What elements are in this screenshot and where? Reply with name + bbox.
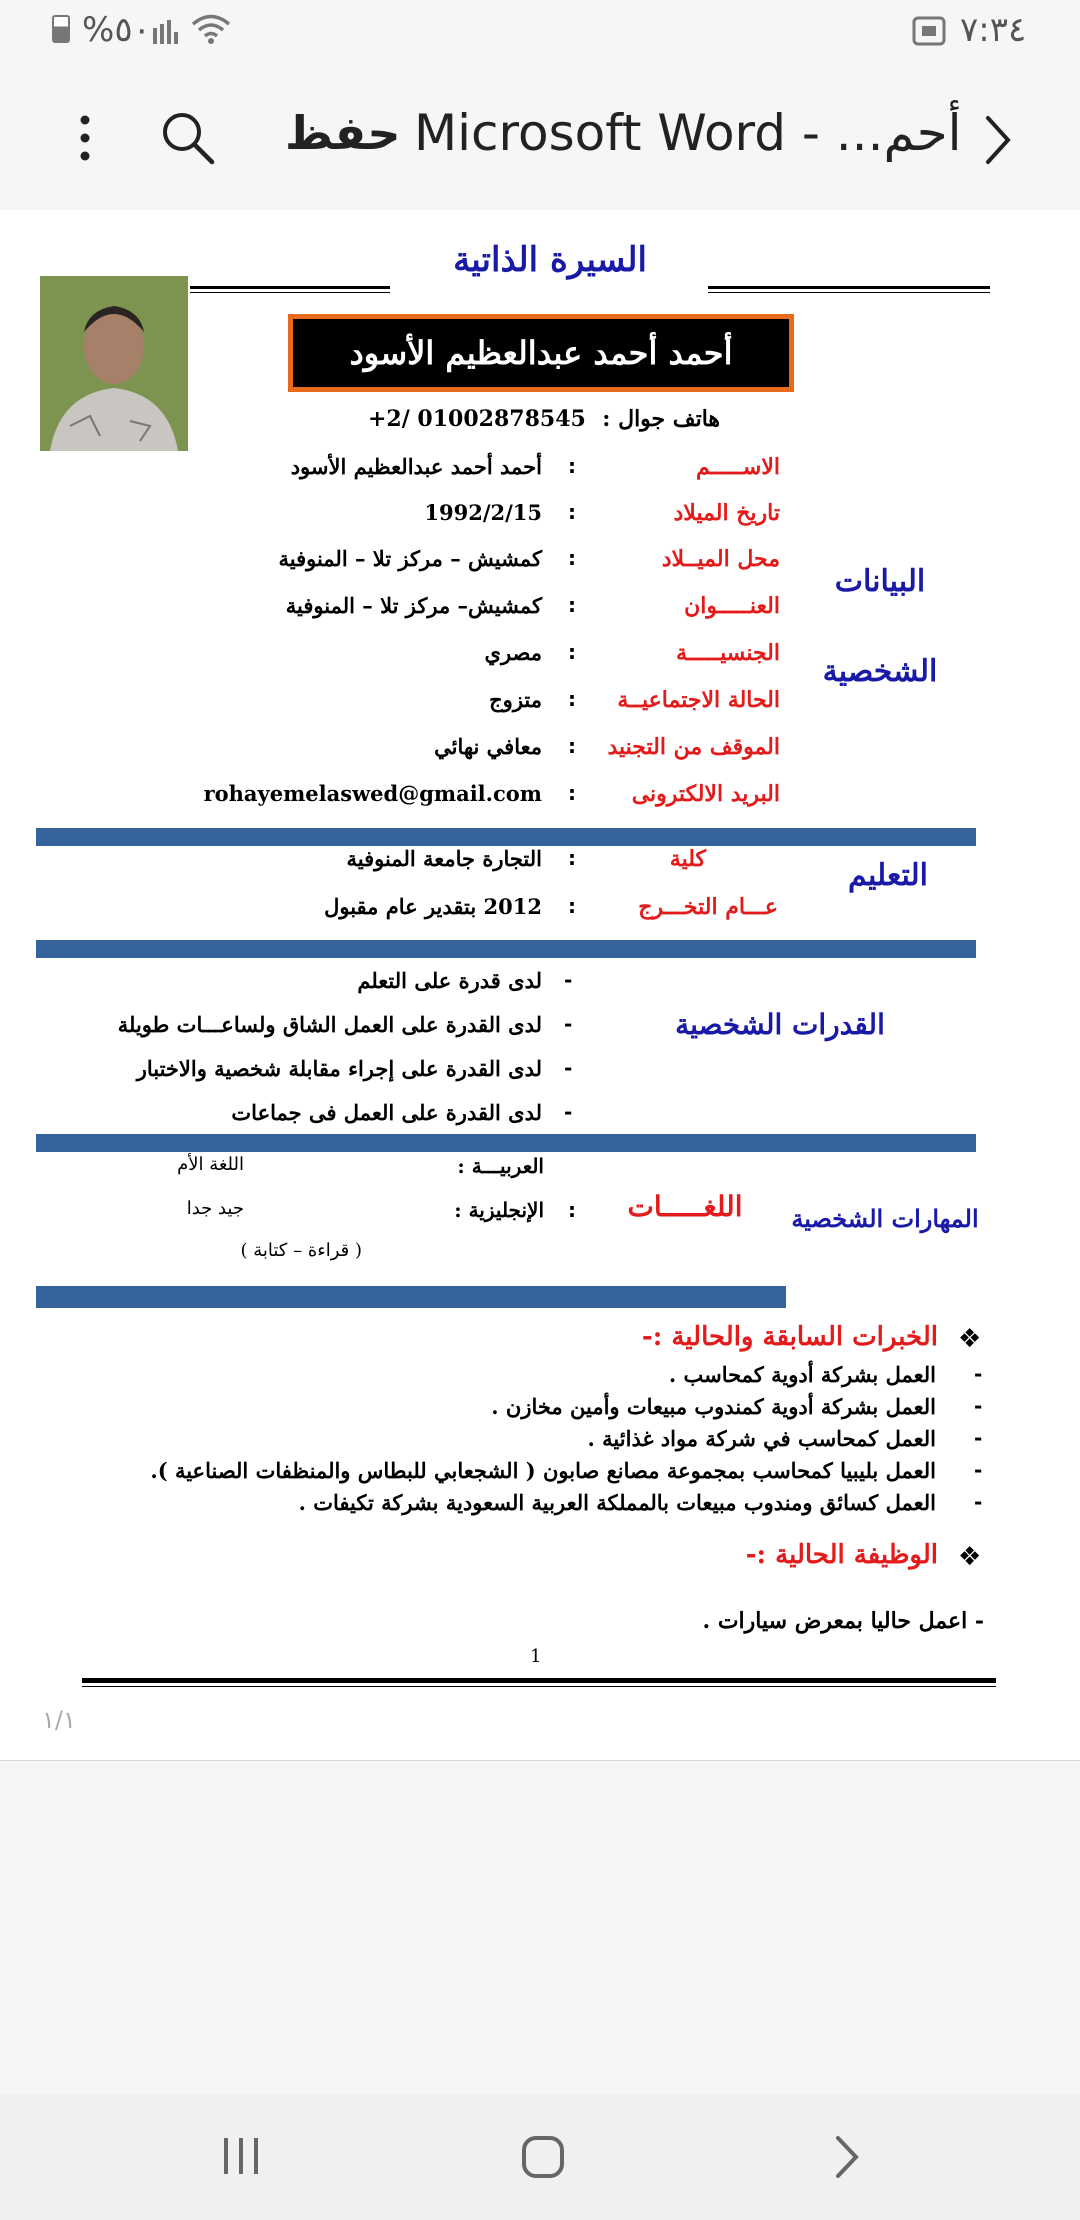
row-label: الحالة الاجتماعيــة bbox=[617, 687, 780, 713]
row-label: الاســـــم bbox=[696, 454, 780, 480]
row-value: أحمد أحمد عبدالعظيم الأسود bbox=[290, 454, 542, 479]
row-value: مصري bbox=[484, 640, 542, 665]
screenshot-icon bbox=[912, 16, 946, 50]
row-label: العنـــــوان bbox=[684, 593, 780, 619]
search-icon[interactable] bbox=[160, 110, 216, 170]
current-job-title: الوظيفة الحالية :- bbox=[745, 1540, 938, 1570]
heading-rule-right bbox=[708, 286, 990, 289]
name-banner-text: أحمد أحمد عبدالعظيم الأسود bbox=[293, 319, 789, 387]
row-value: كمشيش – مركز تلا – المنوفية bbox=[278, 546, 542, 571]
experience-title: الخبرات السابقة والحالية :- bbox=[641, 1322, 938, 1352]
row-label: كلية bbox=[669, 846, 706, 872]
save-button[interactable]: حفظ bbox=[285, 106, 401, 160]
ability-text: لدى قدرة على التعلم bbox=[357, 968, 542, 993]
list-item bbox=[0, 1490, 1080, 1522]
app-bar bbox=[0, 62, 1080, 211]
language-row bbox=[0, 1198, 1080, 1232]
list-item bbox=[0, 1394, 1080, 1426]
section-divider-bar bbox=[36, 1134, 976, 1152]
list-item bbox=[0, 1362, 1080, 1394]
experience-text: العمل بشركة أدوية كمحاسب . bbox=[668, 1362, 936, 1387]
education-section-title: التعليم bbox=[848, 858, 928, 893]
experience-text: العمل كمحاسب في شركة مواد غذائية . bbox=[587, 1426, 936, 1451]
personal-row bbox=[0, 593, 1080, 629]
personal-row bbox=[0, 781, 1080, 817]
footer-rule-thin bbox=[82, 1686, 996, 1687]
bullet-dash: - bbox=[564, 1100, 573, 1124]
personal-row bbox=[0, 734, 1080, 770]
page-indicator: ١/١ bbox=[42, 1706, 76, 1734]
row-label: تاريخ الميلاد bbox=[673, 500, 780, 526]
row-label: الموقف من التجنيد bbox=[607, 734, 780, 760]
personal-row bbox=[0, 546, 1080, 582]
recent-apps-icon[interactable] bbox=[220, 2134, 264, 2182]
status-bar bbox=[0, 0, 1080, 62]
bullet-dash: - bbox=[974, 1426, 983, 1450]
bullet-dash: - bbox=[564, 968, 573, 992]
skills-section-title: المهارات الشخصية bbox=[791, 1204, 979, 1233]
list-item bbox=[0, 1426, 1080, 1458]
row-value: متزوج bbox=[489, 687, 542, 712]
languages-note: ( قراءة – كتابة ) bbox=[240, 1240, 362, 1261]
ability-text: لدى القدرة على العمل الشاق ولساعـــات طويلة bbox=[117, 1012, 542, 1037]
row-label: البريد الالكترونى bbox=[631, 781, 780, 807]
section-divider-bar bbox=[36, 828, 976, 846]
current-job-text: - اعمل حاليا بمعرض سيارات . bbox=[702, 1608, 984, 1634]
list-item bbox=[0, 1012, 1080, 1046]
personal-row bbox=[0, 687, 1080, 723]
language-level: اللغة الأم bbox=[177, 1154, 244, 1175]
signal-icon bbox=[152, 14, 182, 50]
current-job-heading bbox=[0, 1540, 1080, 1580]
document-page[interactable] bbox=[0, 210, 1080, 1761]
row-value: 1992/2/15 bbox=[424, 500, 542, 525]
battery-percent: %٥٠ bbox=[82, 10, 151, 50]
email-value: rohayemelaswed@gmail.com bbox=[203, 781, 542, 806]
language-row bbox=[0, 1154, 1080, 1188]
more-options-icon[interactable] bbox=[70, 108, 100, 172]
list-item bbox=[0, 1056, 1080, 1090]
language-name: الإنجليزية : bbox=[454, 1198, 544, 1222]
diamond-bullet-icon: ❖ bbox=[958, 1542, 982, 1572]
languages-title: اللغـــــات bbox=[627, 1190, 743, 1223]
clock: ٧:٣٤ bbox=[960, 10, 1027, 50]
row-colon: : bbox=[568, 593, 576, 617]
personal-row bbox=[0, 500, 1080, 536]
bullet-dash: - bbox=[974, 1458, 983, 1482]
section-divider-bar bbox=[36, 940, 976, 958]
row-colon: : bbox=[568, 846, 576, 870]
list-item bbox=[0, 1100, 1080, 1134]
row-value: معافي نهائي bbox=[434, 734, 542, 759]
personal-row bbox=[0, 454, 1080, 490]
personal-section-title-1: البيانات bbox=[834, 564, 926, 599]
row-colon: : bbox=[568, 640, 576, 664]
row-label: محل الميــلاد bbox=[661, 546, 780, 572]
name-banner bbox=[288, 314, 794, 392]
language-name: العربيـــة : bbox=[457, 1154, 544, 1178]
row-colon: : bbox=[568, 687, 576, 711]
footer-rule bbox=[82, 1678, 996, 1683]
phone-value: +2/ 01002878545 bbox=[368, 406, 586, 432]
navigation-bar bbox=[0, 2094, 1080, 2220]
row-colon: : bbox=[568, 546, 576, 570]
ability-text: لدى القدرة على إجراء مقابلة شخصية والاختبار bbox=[136, 1056, 542, 1081]
battery-icon bbox=[52, 10, 70, 50]
bullet-dash: - bbox=[564, 1012, 573, 1036]
abilities-section-title: القدرات الشخصية bbox=[675, 1008, 885, 1041]
education-row bbox=[0, 846, 1080, 882]
row-value: التجارة جامعة المنوفية bbox=[346, 846, 542, 871]
diamond-bullet-icon: ❖ bbox=[958, 1324, 982, 1354]
row-colon: : bbox=[568, 894, 576, 918]
experience-text: العمل كسائق ومندوب مبيعات بالمملكة العربية السعودية بشركة تكيفات . bbox=[298, 1490, 936, 1515]
heading-rule-left bbox=[190, 286, 390, 289]
personal-row bbox=[0, 640, 1080, 676]
list-item bbox=[0, 1458, 1080, 1490]
bullet-dash: - bbox=[564, 1056, 573, 1080]
row-colon: : bbox=[568, 781, 576, 805]
row-value: 2012 بتقدير عام مقبول bbox=[324, 894, 542, 919]
page-number: 1 bbox=[530, 1646, 542, 1667]
document-title: أحم... - Microsoft Word bbox=[414, 104, 962, 162]
chevron-right-icon[interactable] bbox=[980, 112, 1016, 172]
back-icon[interactable] bbox=[832, 2134, 862, 2184]
row-colon: : bbox=[568, 500, 576, 524]
row-label: الجنسيـــــة bbox=[676, 640, 780, 666]
language-level: جيد جدا bbox=[186, 1198, 244, 1219]
bullet-dash: - bbox=[974, 1394, 983, 1418]
row-value: كمشيش– مركز تلا – المنوفية bbox=[285, 593, 542, 618]
experience-heading bbox=[0, 1322, 1080, 1362]
education-row bbox=[0, 894, 1080, 930]
bullet-dash: - bbox=[974, 1490, 983, 1514]
heading-rule-left-thin bbox=[190, 292, 390, 293]
bullet-dash: - bbox=[974, 1362, 983, 1386]
heading-rule-right-thin bbox=[708, 292, 990, 293]
home-icon[interactable] bbox=[520, 2134, 566, 2184]
row-colon: : bbox=[568, 734, 576, 758]
phone-label: هاتف جوال : bbox=[602, 406, 720, 432]
row-label: عـــام التخـــرج bbox=[638, 894, 778, 920]
experience-text: العمل بليبيا كمحاسب بمجموعة مصانع صابون ( الشجعابي للبطاس والمنظفات الصناعية ). bbox=[150, 1458, 936, 1483]
list-item bbox=[0, 968, 1080, 1002]
row-colon: : bbox=[568, 454, 576, 478]
wifi-icon bbox=[190, 12, 232, 50]
personal-section-title-2: الشخصية bbox=[822, 654, 938, 689]
section-divider-bar bbox=[36, 1286, 786, 1308]
ability-text: لدى القدرة على العمل فى جماعات bbox=[231, 1100, 542, 1125]
row-colon: : bbox=[568, 1198, 576, 1222]
experience-text: العمل بشركة أدوية كمندوب مبيعات وأمين مخازن . bbox=[491, 1394, 936, 1419]
cv-heading: السيرة الذاتية bbox=[453, 240, 647, 280]
profile-photo bbox=[40, 276, 188, 451]
